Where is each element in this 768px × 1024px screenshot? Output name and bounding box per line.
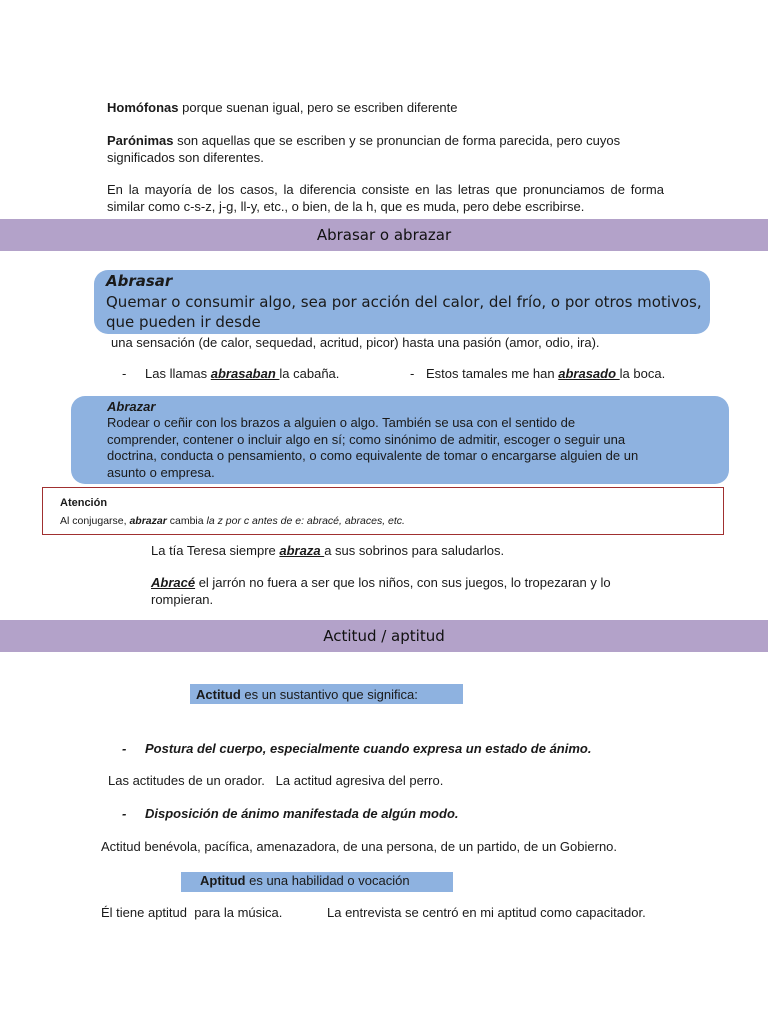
abrazar-definition: Rodear o ceñir con los brazos a alguien o algo. También se usa con el sentido de comprender, contener o incluir algo en sí; como sinónimo de admitir, escoger o seguir una doctrina, conducta o pensamiento, o como equivalente de tomar o encargarse alguien de un asunto o empresa. [107, 415, 639, 480]
aptitud-def: es una habilidad o vocación [245, 873, 410, 888]
abrazar-example-1 [151, 543, 671, 558]
example-1-dash: - [122, 366, 127, 381]
atencion-rule-text: la z por c antes de e: abracé, abraces, etc. [206, 515, 405, 527]
homofonas-term: Homófonas [107, 100, 179, 115]
example-2-post: la boca. [619, 366, 666, 381]
abrasar-box [94, 270, 710, 334]
aptitud-definition [200, 873, 410, 888]
homofonas-text: porque suenan igual, pero se escriben diferente [178, 100, 458, 115]
atencion-box [42, 487, 724, 535]
actitud-term: Actitud [196, 687, 241, 702]
atencion-mid: cambia [166, 515, 207, 527]
abrasar-example-1 [122, 366, 402, 381]
meaning-1-text: Postura del cuerpo, especialmente cuando expresa un estado de ánimo. [145, 741, 592, 756]
paronimas-term: Parónimas [107, 133, 174, 148]
aptitud-highlight [181, 872, 453, 892]
paronimas-text: son aquellas que se escriben y se pronuncian de forma parecida, pero cuyos significados son diferentes. [107, 133, 621, 165]
section-band-abrasar-abrazar [0, 219, 768, 251]
atencion-title: Atención [60, 497, 108, 509]
actitud-def: es un sustantivo que significa: [240, 687, 418, 702]
ex3-pre: La tía Teresa siempre [151, 543, 280, 558]
meaning-1-dash: - [122, 741, 127, 756]
meaning-1-examples: Las actitudes de un orador. La actitud agresiva del perro. [108, 773, 444, 788]
atencion-word: abrazar [129, 515, 167, 527]
atencion-rule [60, 515, 405, 527]
section-title-actitud-aptitud: Actitud / aptitud [323, 627, 445, 645]
abrasar-heading: Abrasar [106, 272, 173, 290]
meaning-2-text: Disposición de ánimo manifestada de algún modo. [145, 806, 459, 821]
diferencia-text: En la mayoría de los casos, la diferencia consiste en las letras que pronunciamos de forma similar como c-s-z, j-g, ll-y, etc., o bien, de la h, que es muda, pero debe escribirse. [107, 182, 664, 214]
example-2-dash: - [410, 366, 415, 381]
abrasar-continuation: una sensación (de calor, sequedad, acritud, picor) hasta una pasión (amor, odio, ira). [111, 335, 600, 350]
abrazar-box [71, 396, 729, 484]
meaning-2-examples: Actitud benévola, pacífica, amenazadora, de una persona, de un partido, de un Gobierno. [101, 839, 618, 854]
abrazar-example-2 [151, 574, 641, 608]
abrasar-definition: Quemar o consumir algo, sea por acción del calor, del frío, o por otros motivos, que pueden ir desde [106, 293, 702, 331]
diferencia-paragraph [107, 181, 664, 215]
ex3-word: abraza [279, 543, 325, 558]
example-2-word: abrasado [558, 366, 620, 381]
example-1-pre: Las llamas [145, 366, 211, 381]
ex4-word: Abracé [151, 575, 196, 590]
aptitud-term: Aptitud [200, 873, 246, 888]
meaning-2 [122, 806, 682, 821]
homofonas-paragraph [107, 99, 667, 116]
example-1-word: abrasaban [210, 366, 280, 381]
ex4-post: el jarrón no fuera a ser que los niños, con sus juegos, lo tropezaran y lo rompieran. [151, 575, 611, 607]
aptitud-example-2: La entrevista se centró en mi aptitud como capacitador. [327, 905, 646, 920]
example-1-post: la cabaña. [279, 366, 340, 381]
actitud-highlight [190, 684, 463, 704]
ex3-post: a sus sobrinos para saludarlos. [324, 543, 505, 558]
section-title-abrasar-abrazar: Abrasar o abrazar [316, 226, 452, 244]
abrazar-heading: Abrazar [107, 399, 156, 414]
actitud-definition [196, 687, 418, 702]
meaning-1 [122, 741, 682, 756]
meaning-2-dash: - [122, 806, 127, 821]
paronimas-paragraph [107, 132, 667, 166]
atencion-pre: Al conjugarse, [60, 515, 130, 527]
abrasar-example-2 [410, 366, 710, 381]
aptitud-example-1: Él tiene aptitud para la música. [101, 905, 283, 920]
example-2-pre: Estos tamales me han [426, 366, 559, 381]
section-band-actitud-aptitud [0, 620, 768, 652]
